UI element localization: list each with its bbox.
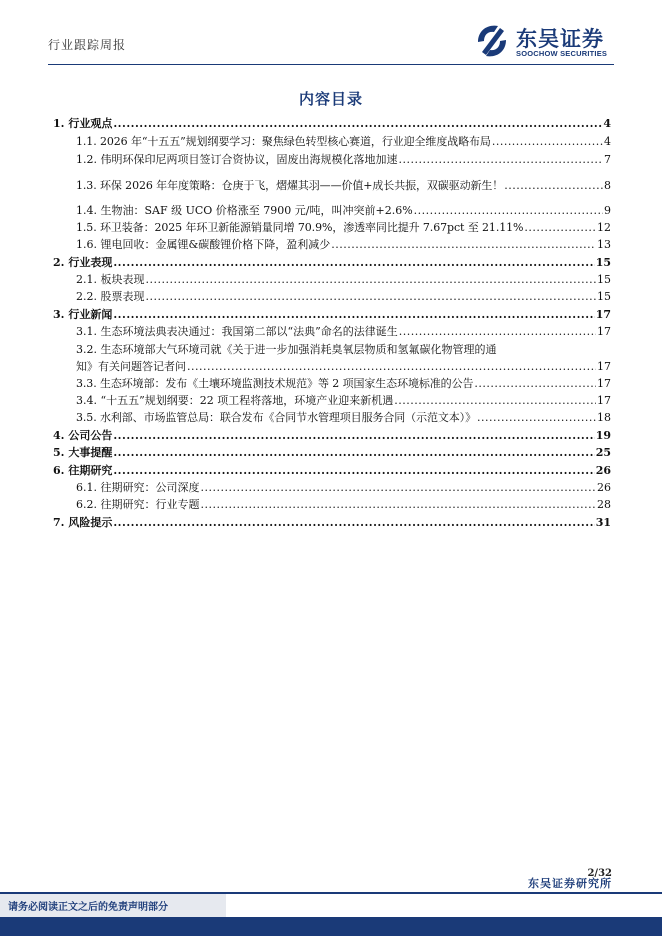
header-report-type: 行业跟踪周报 — [48, 38, 127, 52]
toc-entry-page: 12 — [597, 221, 611, 234]
toc-entry-page: 17 — [595, 308, 611, 321]
footer-org: 东吴证券研究所 — [528, 877, 612, 890]
toc-entry-page: 17 — [597, 325, 611, 338]
toc-leader-dots — [331, 238, 596, 252]
toc-entry[interactable] — [76, 360, 611, 374]
toc-entry-page: 25 — [595, 446, 611, 459]
toc-entry-page: 28 — [597, 498, 611, 511]
toc-entry-page: 4 — [604, 135, 611, 148]
toc-entry-text: 1.5. 环卫装备：2025 年环卫新能源销量同增 70.9%，渗透率同比提升 7.67pct 至 21.11% — [76, 221, 524, 234]
toc-entry-page: 18 — [597, 411, 611, 424]
toc-leader-dots — [414, 204, 603, 218]
toc-entry[interactable] — [76, 238, 611, 252]
toc-leader-dots — [477, 411, 596, 425]
toc-entry-wrapped-line1[interactable] — [76, 343, 496, 357]
toc-entry[interactable] — [76, 273, 611, 287]
toc-entry[interactable] — [76, 179, 611, 193]
toc-leader-dots — [146, 273, 597, 287]
toc-entry-text: 3.3. 生态环境部：发布《土壤环境监测技术规范》等 2 项国家生态环境标准的公告 — [76, 377, 474, 390]
toc-entry-text: 3.2. 生态环境部大气环境司就《关于进一步加强消耗臭氧层物质和氢氟碳化物管理的通 — [76, 343, 497, 356]
toc-entry-text: 3.4. “十五五”规划纲要：22 项工程将落地，环境产业迎来新机遇 — [76, 394, 394, 407]
toc-leader-dots — [146, 290, 597, 304]
toc-leader-dots — [474, 377, 596, 391]
toc-entry-page: 15 — [597, 273, 611, 286]
toc-entry-text: 2.2. 股票表现 — [76, 290, 145, 303]
toc-leader-dots — [394, 394, 596, 408]
toc-leader-dots — [524, 221, 596, 235]
toc-entry-text: 知》有关问题答记者问 — [76, 360, 186, 373]
toc-entry[interactable] — [53, 308, 611, 322]
toc-entry-page: 9 — [604, 204, 611, 217]
toc-entry[interactable] — [76, 481, 611, 495]
logo-cn-text: 东吴证券 — [516, 27, 604, 51]
toc-leader-dots — [201, 481, 597, 495]
company-logo — [474, 22, 624, 60]
toc-entry-text: 6.2. 往期研究：行业专题 — [76, 498, 200, 511]
toc-entry[interactable] — [53, 464, 611, 478]
toc-entry[interactable] — [53, 256, 611, 270]
toc-entry[interactable] — [76, 394, 611, 408]
toc-entry[interactable] — [76, 377, 611, 391]
toc-entry-text: 1.6. 锂电回收：金属锂&碳酸锂价格下降，盈利减少 — [76, 238, 331, 251]
toc-leader-dots — [504, 179, 603, 193]
toc-entry-text: 3.1. 生态环境法典表决通过：我国第二部以“法典”命名的法律诞生 — [76, 325, 398, 338]
toc-leader-dots — [113, 256, 594, 270]
footer-disclaimer: 请务必阅读正文之后的免责声明部分 — [8, 902, 168, 913]
toc-entry-page: 17 — [597, 394, 611, 407]
toc-leader-dots — [201, 498, 597, 512]
toc-entry[interactable] — [76, 290, 611, 304]
toc-entry-text: 1. 行业观点 — [53, 117, 113, 130]
toc-entry-page: 13 — [597, 238, 611, 251]
toc-entry-page: 31 — [595, 516, 611, 529]
toc-entry-text: 1.4. 生物油：SAF 级 UCO 价格涨至 7900 元/吨，叫冲突前+2.6% — [76, 204, 413, 217]
toc-entry-text: 5. 大事提醒 — [53, 446, 113, 459]
toc-entry-page: 15 — [595, 256, 611, 269]
toc-entry-text: 2. 行业表现 — [53, 256, 113, 269]
soochow-logo-icon — [474, 22, 510, 60]
toc-entry-page: 26 — [595, 464, 611, 477]
toc-entry[interactable] — [76, 411, 611, 425]
toc-entry[interactable] — [76, 135, 611, 149]
toc-leader-dots — [113, 429, 594, 443]
toc-entry[interactable] — [76, 325, 611, 339]
toc-entry-text: 6. 往期研究 — [53, 464, 113, 477]
toc-entry-text: 2.1. 板块表现 — [76, 273, 145, 286]
toc-entry[interactable] — [53, 446, 611, 460]
toc-entry[interactable] — [53, 117, 611, 131]
toc-leader-dots — [113, 117, 602, 131]
toc-entry-text: 7. 风险提示 — [53, 516, 113, 529]
toc-leader-dots — [113, 464, 594, 478]
header-divider — [48, 64, 614, 65]
logo-en-text: SOOCHOW SECURITIES — [516, 49, 608, 58]
toc-entry-page: 7 — [604, 153, 611, 166]
toc-entry-page: 15 — [597, 290, 611, 303]
toc-leader-dots — [399, 325, 596, 339]
toc-entry-page: 17 — [597, 360, 611, 373]
toc-entry-text: 1.1. 2026 年“十五五”规划纲要学习：聚焦绿色转型核心赛道，行业迎全维度战略布局 — [76, 135, 491, 148]
page-number: 2/32 — [587, 868, 612, 879]
toc-entry[interactable] — [76, 204, 611, 218]
toc-entry-page: 17 — [597, 377, 611, 390]
toc-leader-dots — [399, 153, 604, 167]
toc-leader-dots — [113, 516, 594, 530]
toc-title: 内容目录 — [298, 90, 363, 108]
toc-entry-text: 4. 公司公告 — [53, 429, 113, 442]
toc-entry-page: 8 — [604, 179, 611, 192]
footer-bar — [0, 917, 662, 936]
toc-leader-dots — [187, 360, 596, 374]
toc-leader-dots — [113, 308, 594, 322]
toc-entry-text: 3. 行业新闻 — [53, 308, 113, 321]
toc-entry[interactable] — [53, 516, 611, 530]
toc-entry[interactable] — [76, 498, 611, 512]
toc-entry-text: 3.5. 水利部、市场监管总局：联合发布《合同节水管理项目服务合同（示范文本）》 — [76, 411, 476, 424]
toc-entry-text: 1.3. 环保 2026 年年度策略：仓庚于飞，熠燿其羽——价值+成长共振，双碳驱动新生！ — [76, 179, 504, 192]
toc-entry-page: 4 — [603, 117, 611, 130]
toc-entry[interactable] — [76, 153, 611, 167]
toc-entry-text: 6.1. 往期研究：公司深度 — [76, 481, 200, 494]
toc-entry-page: 26 — [597, 481, 611, 494]
toc-leader-dots — [113, 446, 594, 460]
toc-entry[interactable] — [53, 429, 611, 443]
toc-entry-page: 19 — [595, 429, 611, 442]
toc-entry[interactable] — [76, 221, 611, 235]
toc-entry-text: 1.2. 伟明环保印尼两项目签订合资协议，固废出海规模化落地加速 — [76, 153, 398, 166]
toc-leader-dots — [492, 135, 603, 149]
